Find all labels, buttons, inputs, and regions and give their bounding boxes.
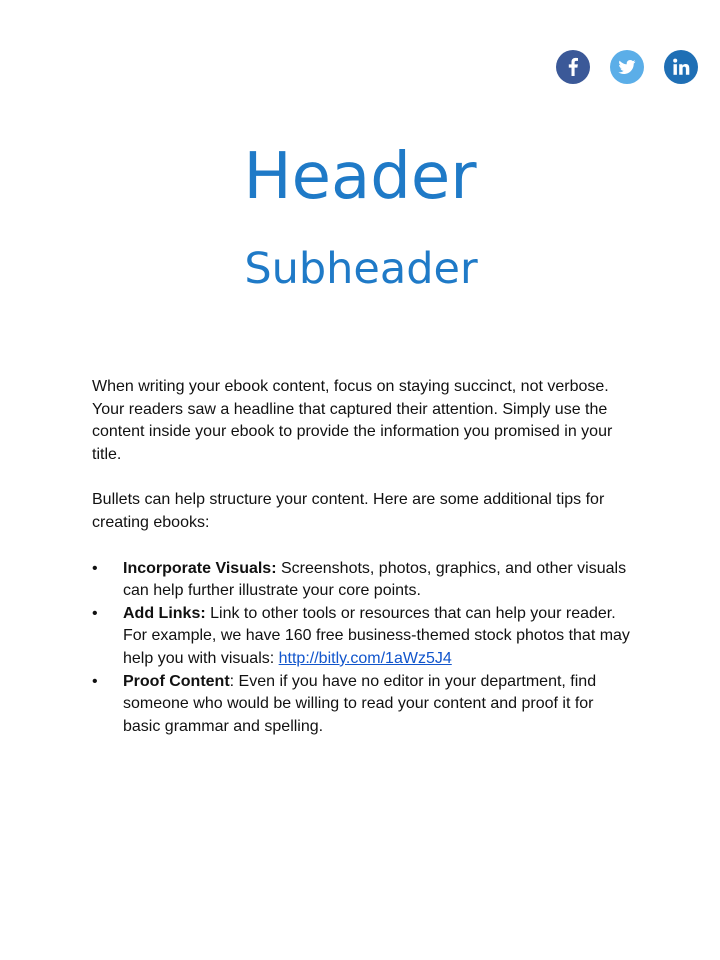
list-item bbox=[92, 671, 632, 739]
social-icons bbox=[556, 50, 698, 84]
linkedin-glyph bbox=[664, 50, 698, 84]
body-content bbox=[92, 376, 632, 738]
tip-text: : Even if you have no editor in your department, find someone who would be willing to read your content and proof it for basic grammar and spelling. bbox=[123, 672, 597, 735]
twitter-icon[interactable] bbox=[610, 50, 644, 84]
stock-photos-link[interactable]: http://bitly.com/1aWz5J4 bbox=[278, 649, 452, 667]
bullet-icon: • bbox=[92, 672, 98, 690]
list-item bbox=[92, 558, 632, 603]
bullet-icon: • bbox=[92, 559, 98, 577]
tip-text: Screenshots, photos, graphics, and other visuals can help further illustrate your core points. bbox=[123, 559, 627, 600]
tip-title: Incorporate Visuals: bbox=[123, 559, 277, 577]
tip-title: Add Links: bbox=[123, 604, 206, 622]
tips-list bbox=[92, 558, 632, 739]
linkedin-icon[interactable] bbox=[664, 50, 698, 84]
tip-text: Link to other tools or resources that can help your reader. For example, we have 160 free business-themed stock photos that may help you with visuals: bbox=[123, 604, 630, 667]
page-subtitle: Subheader bbox=[244, 244, 478, 294]
tip-title: Proof Content bbox=[123, 672, 230, 690]
bullets-intro-paragraph: Bullets can help structure your content. Here are some additional tips for creating ebooks: bbox=[92, 491, 605, 531]
facebook-icon[interactable] bbox=[556, 50, 590, 84]
intro-paragraph: When writing your ebook content, focus on staying succinct, not verbose. Your readers saw a headline that captured their attention. Simply use the content inside your ebook to provide the information you promised in your title. bbox=[92, 378, 613, 463]
bullet-icon: • bbox=[92, 604, 98, 622]
twitter-glyph bbox=[610, 50, 644, 84]
list-item bbox=[92, 603, 632, 671]
page-title: Header bbox=[243, 140, 477, 214]
facebook-glyph bbox=[556, 50, 590, 84]
